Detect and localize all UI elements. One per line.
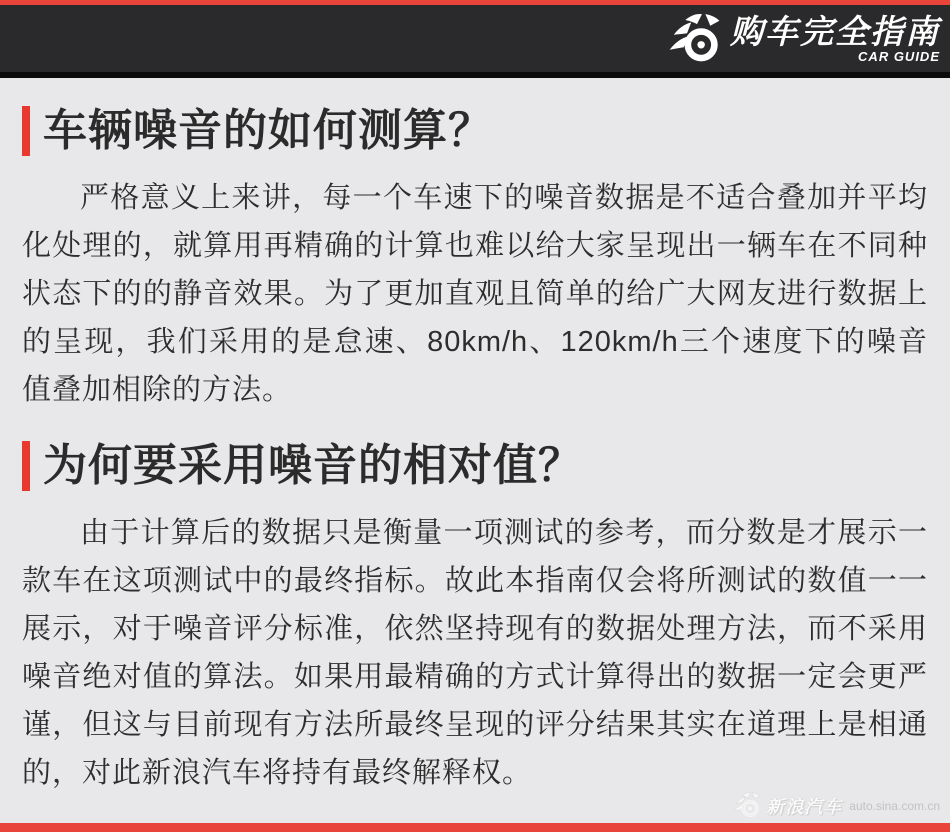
footer-domain: auto.sina.com.cn [849, 798, 940, 813]
section-heading-2 [22, 440, 928, 492]
wheel-flame-icon [668, 13, 726, 65]
car-guide-logo [668, 13, 940, 65]
section-paragraph: 严格意义上来讲，每一个车速下的噪音数据是不适合叠加并平均化处理的，就算用再精确的计算也难以给大家呈现出一辆车在不同种状态下的的静音效果。为了更加直观且简单的给广大网友进行数据上的呈现，我们采用的是怠速、80km/h、120km/h三个速度下的噪音值叠加相除的方法。 [22, 182, 928, 406]
brand-subtitle: CAR GUIDE [858, 48, 940, 64]
section-title: 为何要采用噪音的相对值？ [43, 441, 583, 490]
header-divider [0, 72, 950, 78]
section-heading-1 [22, 105, 928, 157]
section-paragraph: 由于计算后的数据只是衡量一项测试的参考，而分数是才展示一款车在这项测试中的最终指标。故此本指南仅会将所测试的数值一一展示，对于噪音评分标准，依然坚持现有的数据处理方法，而不采用噪音绝对值的算法。如果用最精确的方式计算得出的数据一定会更严谨，但这与目前现有方法所最终呈现的评分结果其实在道理上是相通的，对此新浪汽车将持有最终解释权。 [22, 517, 928, 789]
brand-text [730, 12, 940, 64]
brand-title: 购车完全指南 [730, 12, 940, 50]
bottom-accent-bar [0, 823, 950, 832]
heading-accent-bar [22, 441, 30, 491]
wheel-flame-icon [733, 792, 763, 819]
heading-accent-bar [22, 106, 30, 156]
article-content [0, 105, 950, 797]
footer-brand: 新浪汽车 [766, 796, 843, 817]
page-header [0, 5, 950, 72]
sina-auto-watermark [733, 792, 940, 819]
section-title: 车辆噪音的如何测算？ [43, 106, 493, 155]
